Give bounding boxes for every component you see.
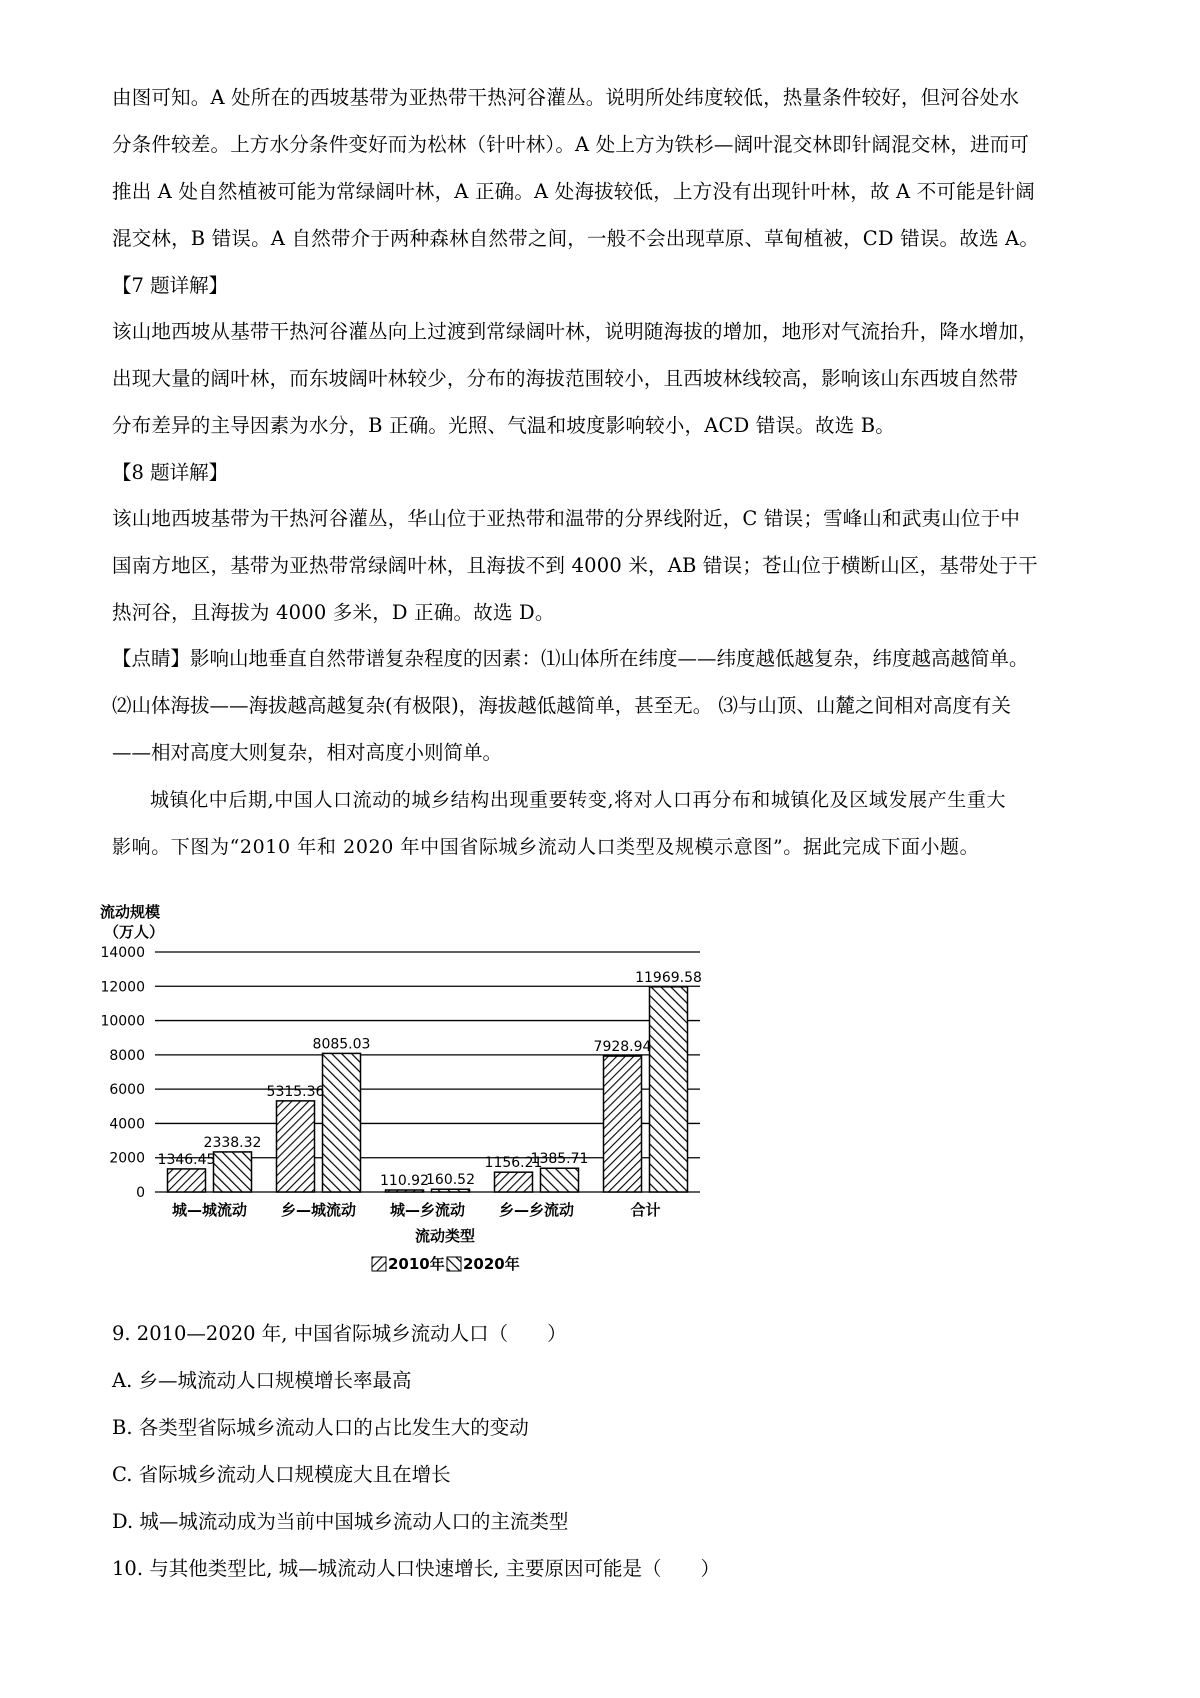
q6-explanation-line: 由图可知。A 处所在的西坡基带为亚热带干热河谷灌丛。说明所处纬度较低，热量条件较好，但河谷处水 [112, 86, 1020, 109]
bar-value-label: 1385.71 [530, 1151, 589, 1168]
q7-explanation-line: 分布差异的主导因素为水分，B 正确。光照、气温和坡度影响较小，ACD 错误。故选 B。 [112, 414, 895, 437]
bar-2020 [323, 1053, 361, 1192]
material-intro-line: 影响。下图为“2010 年和 2020 年中国省际城乡流动人口类型及规模示意图”。据此完成下面小题。 [112, 836, 980, 858]
y-tick-label: 6000 [109, 1082, 145, 1099]
bar-value-label: 5315.36 [266, 1083, 325, 1100]
y-tick-label: 2000 [109, 1150, 145, 1167]
bar-value-label: 11969.58 [635, 969, 702, 986]
y-tick-label: 0 [136, 1185, 145, 1201]
bar-2020 [214, 1152, 252, 1192]
bar-value-label: 160.52 [426, 1172, 475, 1189]
bar-value-label: 8085.03 [312, 1036, 371, 1053]
q6-explanation-line: 混交林，B 错误。A 自然带介于两种森林自然带之间，一般不会出现草原、草甸植被，CD 错误。故选 A。 [112, 227, 1040, 250]
bar-2010 [168, 1169, 206, 1192]
q7-explanation-line: 出现大量的阔叶林，而东坡阔叶林较少，分布的海拔范围较小，且西坡林线较高，影响该山东西坡自然带 [112, 367, 1019, 390]
bar-value-label: 1156.21 [484, 1155, 543, 1172]
q6-explanation-line: 分条件较差。上方水分条件变好而为松林（针叶林）。A 处上方为铁杉—阔叶混交林即针阔混交林，进而可 [112, 133, 1030, 156]
bar-value-label: 2338.32 [203, 1134, 262, 1151]
key-point-line: ⑵山体海拔——海拔越高越复杂(有极限)，海拔越低越简单，甚至无。 ⑶与山顶、山麓之间相对高度有关 [112, 694, 1011, 717]
x-category-label: 城—乡流动 [389, 1201, 466, 1219]
bar-2010 [495, 1172, 533, 1192]
bar-value-label: 110.92 [380, 1173, 429, 1189]
q9-option-a: A. 乡—城流动人口规模增长率最高 [112, 1369, 412, 1392]
legend [372, 1255, 520, 1273]
bar-2010 [277, 1101, 315, 1192]
q8-explanation-line: 热河谷，且海拔为 4000 多米，D 正确。故选 D。 [112, 601, 555, 624]
y-axis-title: 流动规模 [100, 903, 161, 921]
legend-swatch-2010 [372, 1257, 386, 1271]
bar-value-label: 1346.45 [157, 1151, 216, 1168]
y-tick-label: 12000 [100, 979, 145, 996]
x-category-label: 乡—乡流动 [498, 1201, 575, 1219]
q8-explanation-line: 国南方地区，基带为亚热带常绿阔叶林，且海拔不到 4000 米，AB 错误；苍山位于横断山区，基带处于干 [112, 554, 1038, 577]
bar-2020 [541, 1168, 579, 1192]
q8-heading: 【8 题详解】 [112, 461, 229, 484]
key-point-line: 【点睛】影响山地垂直自然带谱复杂程度的因素：⑴山体所在纬度——纬度越低越复杂，纬度越高越简单。 [112, 647, 1029, 670]
key-point-line: ——相对高度大则复杂，相对高度小则简单。 [112, 741, 503, 764]
question-9: 9. 2010—2020 年, 中国省际城乡流动人口（ ） [112, 1322, 567, 1345]
q8-explanation-line: 该山地西坡基带为干热河谷灌丛，华山位于亚热带和温带的分界线附近，C 错误；雪峰山和武夷山位于中 [112, 507, 1021, 530]
y-axis-ticks [100, 945, 145, 1201]
q9-option-d: D. 城—城流动成为当前中国城乡流动人口的主流类型 [112, 1510, 569, 1533]
bar-2010 [386, 1190, 424, 1192]
x-category-label: 城—城流动 [171, 1201, 248, 1219]
bar-2020 [650, 987, 688, 1192]
migration-bar-chart [100, 902, 780, 1282]
bar-value-label: 7928.94 [593, 1039, 652, 1056]
q9-option-b: B. 各类型省际城乡流动人口的占比发生大的变动 [112, 1416, 529, 1439]
question-10: 10. 与其他类型比, 城—城流动人口快速增长, 主要原因可能是（ ） [112, 1557, 721, 1580]
q7-heading: 【7 题详解】 [112, 274, 229, 297]
y-tick-label: 14000 [100, 945, 145, 961]
y-tick-label: 10000 [100, 1013, 145, 1030]
q7-explanation-line: 该山地西坡从基带干热河谷灌丛向上过渡到常绿阔叶林，说明随海拔的增加，地形对气流抬升，降水增加， [112, 320, 1038, 343]
x-axis-title: 流动类型 [414, 1227, 476, 1245]
x-category-label: 合计 [630, 1201, 661, 1219]
legend-label-2020: 2020年 [463, 1255, 520, 1273]
q6-explanation-line: 推出 A 处自然植被可能为常绿阔叶林，A 正确。A 处海拔较低，上方没有出现针叶林，故 A 不可能是针阔 [112, 180, 1035, 203]
y-tick-label: 8000 [109, 1047, 145, 1064]
y-axis-unit: （万人） [104, 923, 165, 941]
legend-swatch-2020 [447, 1257, 461, 1271]
material-intro-line: 城镇化中后期,中国人口流动的城乡结构出现重要转变,将对人口再分布和城镇化及区域发展产生重大 [150, 789, 1007, 811]
y-tick-label: 4000 [109, 1116, 145, 1133]
q9-option-c: C. 省际城乡流动人口规模庞大且在增长 [112, 1463, 451, 1486]
x-axis-categories [172, 1201, 661, 1219]
legend-label-2010: 2010年 [388, 1255, 445, 1273]
x-category-label: 乡—城流动 [280, 1201, 357, 1219]
bar-2020 [432, 1189, 470, 1192]
bar-2010 [604, 1056, 642, 1192]
